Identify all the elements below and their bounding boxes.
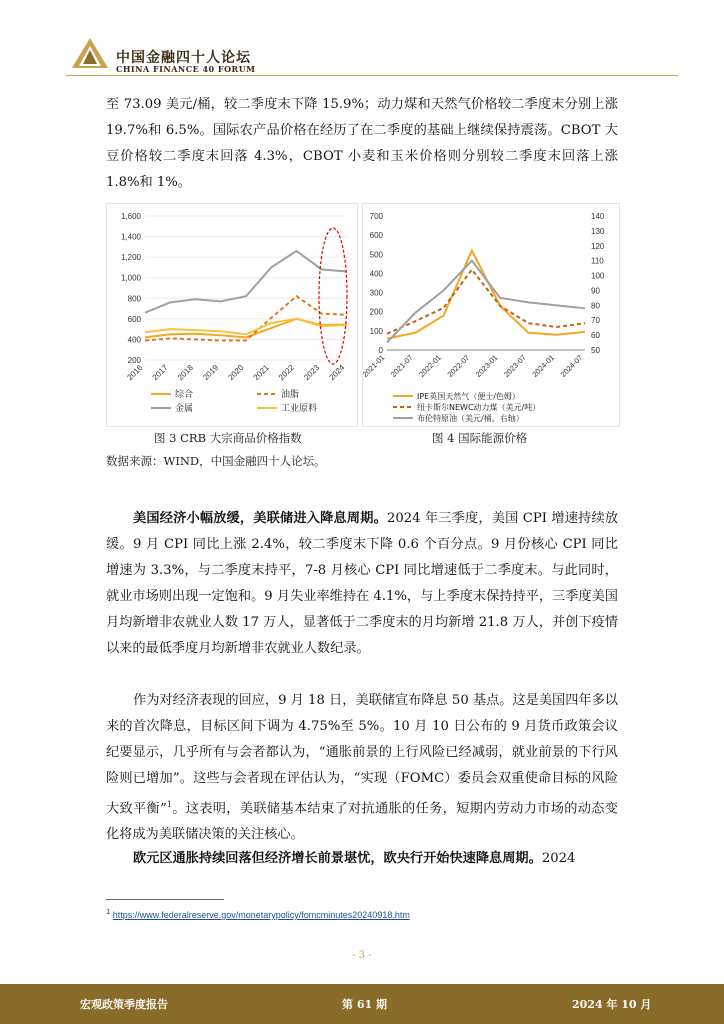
fig4-ytick-right: 120 bbox=[591, 241, 605, 251]
org-name-cn: 中国金融四十人论坛 bbox=[116, 50, 251, 66]
fig3-ytick-label: 600 bbox=[127, 314, 141, 324]
figure3-chart bbox=[106, 203, 358, 427]
fig3-xtick-label: 2022 bbox=[276, 363, 296, 382]
fig3-series-line bbox=[145, 251, 347, 313]
fig4-legend-label: 纽卡斯尔NEWC动力煤（美元/吨） bbox=[417, 403, 541, 412]
fig4-xtick-label: 2023-07 bbox=[502, 353, 528, 379]
figure3-svg bbox=[107, 204, 357, 426]
fig3-legend-label: 金属 bbox=[175, 404, 194, 414]
figure4-chart bbox=[362, 203, 620, 427]
fig4-ytick-left: 0 bbox=[378, 346, 383, 355]
intro-paragraph: 至 73.09 美元/桶，较二季度末下降 15.9%；动力煤和天然气价格较二季度末分别上涨 19.7%和 6.5%。国际农产品价格在经历了在二季度的基础上继续保持震荡。CBOT 大豆价格较二季度末回落 4.3%，CBOT 小麦和玉米价格则分别较二季度末回落上涨 1.8%和 1%。 bbox=[106, 97, 618, 190]
fig4-xtick-label: 2024-07 bbox=[558, 353, 585, 379]
fig3-legend-label: 综合 bbox=[175, 390, 194, 400]
fig4-ytick-right: 70 bbox=[591, 316, 600, 326]
us-section-body: 2024 年三季度，美国 CPI 增速持续放缓。9 月 CPI 同比上涨 2.4%，较二季度末下降 0.6 个百分点。9 月份核心 CPI 同比增速为 3.3%，与二季度末持平，7-8 月核心 CPI 同比增速低于二季度末。与此同时，就业市场则出现一定饱和。9 月失业率维持在 4.1%，与上季度末保持持平，三季度美国月均新增非农就业人数 17 万人，显著低于二季度末的月均新增 21.8 万人，并创下疫情以来的最低季度月均新增非农就业人数纪录。 bbox=[106, 511, 619, 656]
fig3-ytick-label: 1,400 bbox=[120, 232, 141, 242]
fig3-series-line bbox=[145, 319, 347, 334]
fig4-legend-label: 布伦特原油（美元/桶，右轴） bbox=[417, 414, 524, 423]
footnote-number: 1 bbox=[106, 907, 111, 916]
fig4-xtick-label: 2021-01 bbox=[363, 353, 387, 379]
us-section-paragraph bbox=[106, 506, 618, 662]
fig4-ytick-right: 100 bbox=[591, 271, 605, 281]
fig4-ytick-right: 140 bbox=[591, 212, 605, 221]
footnote-link[interactable]: https://www.federalreserve.gov/monetarypolicy/fomcminutes20240918.htm bbox=[112, 910, 410, 920]
fig3-ytick-label: 200 bbox=[127, 356, 141, 365]
source-note: 数据来源：WIND，中国金融四十人论坛。 bbox=[106, 454, 326, 468]
fed-text-tail: 。这表明，美联储基本结束了对抗通胀的任务，短期内劳动力市场的动态变化将成为美联储决策的关注核心。 bbox=[106, 801, 618, 843]
fig4-ytick-left: 600 bbox=[369, 231, 383, 241]
fig4-ytick-left: 700 bbox=[369, 212, 383, 221]
eu-section-lead: 欧元区通胀持续回落但经济增长前景堪忧，欧央行开始快速降息周期。 bbox=[133, 851, 542, 866]
eu-section-body: 2024 bbox=[541, 851, 576, 866]
fig4-ytick-right: 50 bbox=[591, 346, 600, 355]
fig3-ytick-label: 800 bbox=[127, 294, 141, 304]
figure4-caption: 图 4 国际能源价格 bbox=[432, 431, 528, 445]
fig3-xtick-label: 2016 bbox=[125, 363, 145, 382]
fig4-ytick-left: 400 bbox=[369, 269, 383, 279]
fed-text: 作为对经济表现的回应，9 月 18 日，美联储宣布降息 50 基点。这是美国四年多以来的首次降息，目标区间下调为 4.75%至 5%。10 月 10 日公布的 9 月货币政策会议纪要显示，几乎所有与会者都认为，“通胀前景的上行风险已经减弱，就业前景的下行风险则已增加”。这些与会者现在评估认为，“实现（FOMC）委员会双重使命目标的风险大致平衡” bbox=[106, 693, 618, 817]
fig3-xtick-label: 2017 bbox=[150, 363, 170, 382]
fig4-ytick-right: 80 bbox=[591, 301, 600, 311]
fig4-xtick-label: 2022-07 bbox=[445, 353, 472, 379]
org-name-en: CHINA FINANCE 40 FORUM bbox=[116, 64, 256, 74]
fig4-xtick-label: 2022-01 bbox=[417, 353, 443, 379]
fig4-legend-label: IPE英国天然气（便士/色姆） bbox=[417, 392, 520, 401]
fig4-xtick-label: 2021-07 bbox=[388, 353, 415, 379]
fig3-ytick-label: 400 bbox=[127, 335, 141, 345]
header-divider bbox=[66, 75, 678, 76]
fig4-ytick-left: 100 bbox=[369, 326, 383, 336]
fig3-ytick-label: 1,000 bbox=[120, 273, 141, 283]
fig4-ytick-right: 60 bbox=[591, 331, 600, 341]
fed-paragraph bbox=[106, 688, 618, 848]
fig4-ytick-right: 90 bbox=[591, 286, 600, 296]
fig4-ytick-right: 130 bbox=[591, 226, 605, 236]
footer-issue: 第 61 期 bbox=[342, 998, 387, 1011]
footnote-ref[interactable]: 1 bbox=[166, 800, 172, 809]
fig3-legend-label: 工业原料 bbox=[281, 404, 318, 414]
fig3-xtick-label: 2021 bbox=[251, 363, 271, 382]
fig3-highlight-ellipse bbox=[319, 228, 347, 364]
page-number: - 3 - bbox=[352, 950, 372, 961]
fig3-legend-label: 油脂 bbox=[281, 390, 300, 400]
fig4-xtick-label: 2023-01 bbox=[473, 353, 500, 379]
footnote bbox=[106, 907, 410, 920]
fig4-ytick-right: 110 bbox=[591, 256, 604, 266]
logo-mark bbox=[70, 36, 110, 70]
figure3-caption: 图 3 CRB 大宗商品价格指数 bbox=[154, 431, 302, 445]
fig4-ytick-left: 300 bbox=[369, 288, 383, 298]
fig4-ytick-left: 500 bbox=[369, 250, 383, 260]
figure4-svg bbox=[363, 204, 619, 426]
fig3-ytick-label: 1,600 bbox=[120, 212, 141, 221]
fig4-series-line bbox=[387, 261, 585, 343]
fig3-xtick-label: 2023 bbox=[302, 363, 322, 382]
fig4-xtick-label: 2024-01 bbox=[530, 353, 557, 379]
eu-section-paragraph bbox=[106, 846, 618, 872]
us-section-lead: 美国经济小幅放缓，美联储进入降息周期。 bbox=[133, 511, 387, 526]
fig4-series-line bbox=[387, 250, 585, 338]
fig3-xtick-label: 2024 bbox=[327, 363, 347, 382]
fig4-ytick-left: 200 bbox=[369, 307, 383, 317]
fig3-ytick-label: 1,200 bbox=[120, 253, 141, 263]
footnote-divider bbox=[106, 899, 224, 900]
fig3-xtick-label: 2019 bbox=[201, 363, 221, 382]
footer-date: 2024 年 10 月 bbox=[572, 998, 652, 1011]
footer-report-name: 宏观政策季度报告 bbox=[80, 998, 168, 1011]
fig3-xtick-label: 2018 bbox=[175, 363, 195, 382]
fig3-xtick-label: 2020 bbox=[226, 363, 246, 382]
